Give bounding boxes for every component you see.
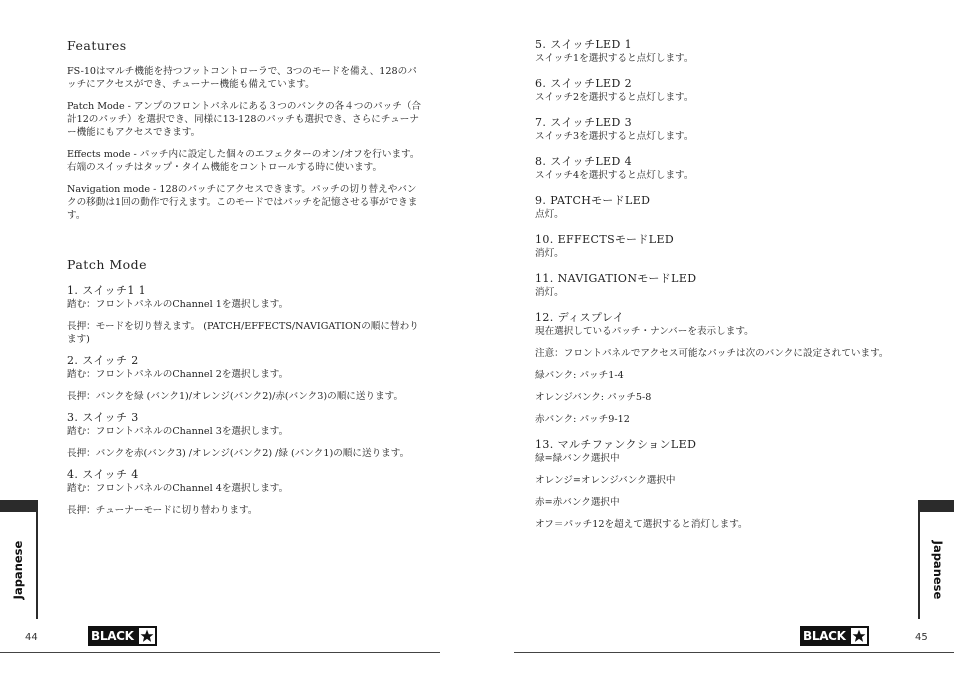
patch-item-2: [67, 354, 421, 403]
patch-item-line: 長押：バンクを赤(バンク3) /オレンジ(バンク2) /緑 (バンク1)の順に送ります。: [67, 448, 410, 459]
multifunction-item-line: オレンジ=オレンジバンク選択中: [535, 475, 676, 486]
brand-logo-right: [800, 626, 869, 646]
patch-item-line: 踏む：フロントパネルのChannel 3を選択します。: [67, 426, 289, 437]
patch-mode-title: Patch Mode: [67, 257, 148, 272]
patch-item-heading: 1. スイッチ1 1: [67, 284, 147, 297]
display-item-line: 緑バンク: パッチ1-4: [535, 370, 624, 381]
led-item-heading: 5. スイッチLED 1: [535, 38, 633, 51]
led-item-heading: 8. スイッチLED 4: [535, 155, 633, 168]
led-item-heading: 7. スイッチLED 3: [535, 116, 633, 129]
led-item-heading: 11. NAVIGATIONモードLED: [535, 272, 697, 285]
brand-logo-left: [88, 626, 157, 646]
patch-item-1: [67, 284, 421, 346]
patch-item-heading: 3. スイッチ 3: [67, 411, 139, 424]
patch-item-4: [67, 468, 421, 517]
logo-text: BLACK: [800, 626, 849, 646]
features-para-3: Effects mode - パッチ内に設定した個々のエフェクターのオン/オフを行います。右端のスイッチはタップ・タイム機能をコントロールする時に使います。: [67, 149, 420, 173]
language-tab-label: Japanese: [11, 540, 25, 600]
language-tab-right: [918, 500, 954, 619]
patch-item-heading: 4. スイッチ 4: [67, 468, 139, 481]
led-item-heading: 10. EFFECTSモードLED: [535, 233, 675, 246]
footer-divider-right: [514, 652, 954, 653]
led-item-line: スイッチ3を選択すると点灯します。: [535, 131, 694, 142]
led-item-line: スイッチ4を選択すると点灯します。: [535, 170, 694, 181]
led-item-heading: 6. スイッチLED 2: [535, 77, 633, 90]
led-item-5: [535, 38, 895, 65]
led-item-line: スイッチ1を選択すると点灯します。: [535, 53, 694, 64]
display-item-line: 注意：フロントパネルでアクセス可能なパッチは次のバンクに設定されています。: [535, 348, 889, 359]
features-para-4: Navigation mode - 128のパッチにアクセスできます。パッチの切り替えやバンクの移動は1回の動作で行えます。このモードではパッチを記憶させる事ができます。: [67, 184, 418, 221]
patch-item-line: 踏む：フロントパネルのChannel 2を選択します。: [67, 369, 289, 380]
led-item-line: 消灯。: [535, 248, 564, 259]
multifunction-item-heading: 13. マルチファンクションLED: [535, 438, 697, 451]
features-title: Features: [67, 38, 127, 53]
features-para-1: FS-10はマルチ機能を持つフットコントローラで、3つのモードを備え、128のパッチにアクセスができ、チューナー機能も備えています。: [67, 66, 417, 90]
language-tab-left: [0, 500, 38, 619]
patch-item-line: 長押：チューナーモードに切り替わります。: [67, 505, 258, 516]
multifunction-item-line: オフ＝パッチ12を超えて選択すると消灯します。: [535, 519, 748, 530]
display-item-heading: 12. ディスプレイ: [535, 311, 625, 324]
features-para-2: Patch Mode - アンプのフロントパネルにある３つのバンクの各４つのパッチ（合計12のパッチ）を選択でき、同様に13-128のパッチも選択でき、さらにチューナー機能にもアクセスできます。: [67, 101, 422, 138]
display-item-line: 現在選択しているパッチ・ナンバーを表示します。: [535, 326, 754, 337]
language-tab-label: Japanese: [931, 540, 945, 600]
display-item-line: オレンジバンク: パッチ5-8: [535, 392, 652, 403]
star-icon: [849, 626, 869, 646]
patch-item-line: 長押：バンクを緑 (バンク1)/オレンジ(バンク2)/赤(バンク3)の順に送ります。: [67, 391, 404, 402]
led-item-line: 消灯。: [535, 287, 564, 298]
left-column: [67, 38, 421, 517]
led-item-8: [535, 155, 895, 182]
footer-divider-left: [0, 652, 440, 653]
star-icon: [137, 626, 157, 646]
led-item-7: [535, 116, 895, 143]
led-item-9: [535, 194, 895, 221]
multifunction-item-line: 緑=緑バンク選択中: [535, 453, 620, 464]
led-item-6: [535, 77, 895, 104]
display-item-12: [535, 311, 895, 426]
display-item-line: 赤バンク: パッチ9-12: [535, 414, 630, 425]
led-item-line: 点灯。: [535, 209, 564, 220]
led-item-heading: 9. PATCHモードLED: [535, 194, 651, 207]
logo-text: BLACK: [88, 626, 137, 646]
patch-item-3: [67, 411, 421, 460]
patch-item-line: 踏む：フロントパネルのChannel 4を選択します。: [67, 483, 289, 494]
page-number-right: 45: [915, 632, 928, 643]
patch-item-line: 踏む：フロントパネルのChannel 1を選択します。: [67, 299, 289, 310]
led-item-line: スイッチ2を選択すると点灯します。: [535, 92, 694, 103]
led-item-11: [535, 272, 895, 299]
patch-item-line: 長押：モードを切り替えます。 (PATCH/EFFECTS/NAVIGATIONの順に替わります): [67, 321, 419, 345]
multifunction-item-line: 赤=赤バンク選択中: [535, 497, 620, 508]
page-number-left: 44: [25, 632, 38, 643]
patch-item-heading: 2. スイッチ 2: [67, 354, 139, 367]
right-column: [535, 38, 895, 531]
led-item-10: [535, 233, 895, 260]
multifunction-item-13: [535, 438, 895, 531]
